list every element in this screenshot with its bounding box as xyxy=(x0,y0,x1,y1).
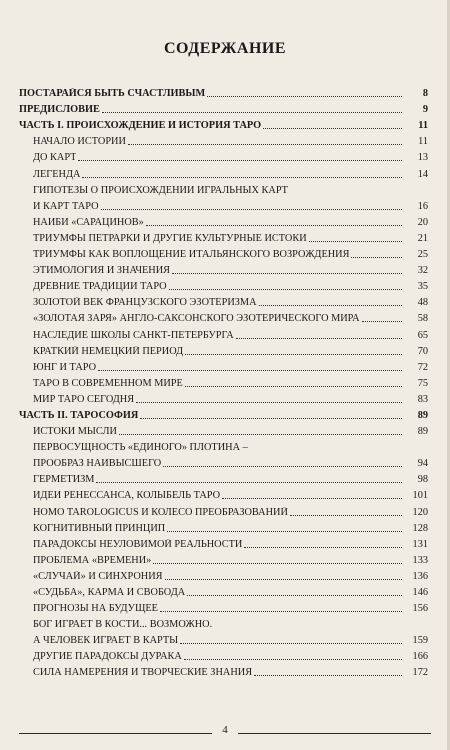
toc-entry xyxy=(0,213,450,229)
toc-entry xyxy=(0,277,450,293)
dot-leader xyxy=(254,675,402,676)
toc-entry-title: А ЧЕЛОВЕК ИГРАЕТ В КАРТЫ xyxy=(33,635,179,647)
dot-leader xyxy=(78,160,402,161)
toc-entry-page: 166 xyxy=(412,651,428,663)
toc-entry xyxy=(0,390,450,406)
toc-entry-title: ТАРО В СОВРЕМЕННОМ МИРЕ xyxy=(33,377,183,389)
dot-leader xyxy=(96,482,402,483)
toc-part-entry xyxy=(0,100,450,116)
toc-entry-title: «СУДЬБА», КАРМА И СВОБОДА xyxy=(33,587,186,598)
toc-entry-page: 83 xyxy=(417,393,428,405)
toc-entry-page: 14 xyxy=(417,168,428,180)
toc-entry xyxy=(0,454,450,470)
toc-entry-title: ЧАСТЬ I. ПРОИСХОЖДЕНИЕ И ИСТОРИЯ ТАРО xyxy=(19,120,262,132)
toc-entry xyxy=(0,358,450,374)
toc-part-entry xyxy=(0,116,450,132)
toc-entry xyxy=(0,502,450,518)
toc-entry xyxy=(0,599,450,615)
dot-leader xyxy=(187,595,402,596)
dot-leader xyxy=(136,402,402,403)
toc-entry xyxy=(0,663,450,679)
toc-entry xyxy=(0,309,450,325)
dot-leader xyxy=(128,144,402,145)
dot-leader xyxy=(185,386,402,387)
table-of-contents xyxy=(0,84,450,679)
toc-entry-title: ПРЕДИСЛОВИЕ xyxy=(19,104,100,116)
toc-entry xyxy=(0,470,450,486)
toc-entry-page: 131 xyxy=(412,538,428,550)
toc-entry-title: И КАРТ ТАРО xyxy=(33,200,99,212)
toc-entry-page: 89 xyxy=(417,426,428,438)
toc-entry-page: 172 xyxy=(412,667,428,679)
toc-entry-title: ЛЕГЕНДА xyxy=(33,168,81,180)
dot-leader xyxy=(160,611,402,612)
toc-entry-title: ДРУГИЕ ПАРАДОКСЫ ДУРАКА xyxy=(33,651,182,663)
toc-entry-page: 70 xyxy=(417,345,428,357)
toc-entry-title: ТРИУМФЫ КАК ВОПЛОЩЕНИЕ ИТАЛЬЯНСКОГО ВОЗРОЖДЕНИЯ xyxy=(33,249,350,261)
dot-leader xyxy=(222,498,402,499)
toc-entry xyxy=(0,551,450,567)
toc-entry xyxy=(0,519,450,535)
toc-entry-title: ЗОЛОТОЙ ВЕК ФРАНЦУЗСКОГО ЭЗОТЕРИЗМА xyxy=(33,297,257,309)
toc-entry xyxy=(0,438,450,454)
toc-entry-page: 159 xyxy=(412,635,428,647)
toc-entry-page: 35 xyxy=(417,281,428,293)
toc-entry-title: ПОСТАРАЙСЯ БЫТЬ СЧАСТЛИВЫМ xyxy=(19,88,206,100)
toc-entry xyxy=(0,245,450,261)
toc-entry-title: КРАТКИЙ НЕМЕЦКИЙ ПЕРИОД xyxy=(33,345,184,357)
dot-leader xyxy=(236,338,402,339)
toc-entry xyxy=(0,197,450,213)
toc-entry xyxy=(0,374,450,390)
dot-leader xyxy=(362,321,402,322)
toc-entry-title: НАЧАЛО ИСТОРИИ xyxy=(33,136,126,148)
toc-entry-title: ДО КАРТ xyxy=(33,152,77,164)
toc-entry-page: 89 xyxy=(417,409,428,421)
dot-leader xyxy=(172,273,402,274)
toc-entry-page: 8 xyxy=(422,88,428,100)
toc-entry-title: ПРООБРАЗ НАИВЫСШЕГО xyxy=(33,458,162,470)
dot-leader xyxy=(259,305,403,306)
toc-entry xyxy=(0,261,450,277)
toc-entry-title: ПРОБЛЕМА «ВРЕМЕНИ» xyxy=(33,554,152,566)
toc-entry-title: МИР ТАРО СЕГОДНЯ xyxy=(33,393,135,405)
dot-leader xyxy=(163,466,402,467)
toc-entry-title: «ЗОЛОТАЯ ЗАРЯ» АНГЛО-САКСОНСКОГО ЭЗОТЕРИЧЕСКОГО МИРА xyxy=(33,313,360,325)
toc-entry-title: ПРОГНОЗЫ НА БУДУЩЕЕ xyxy=(33,603,158,615)
toc-entry-title: ДРЕВНИЕ ТРАДИЦИИ ТАРО xyxy=(33,281,167,293)
toc-entry xyxy=(0,647,450,663)
dot-leader xyxy=(184,659,402,660)
toc-entry-page: 58 xyxy=(417,313,428,325)
toc-entry-page: 13 xyxy=(417,152,428,164)
toc-entry-page: 75 xyxy=(417,377,428,389)
toc-entry xyxy=(0,615,450,631)
toc-entry xyxy=(0,567,450,583)
toc-entry-page: 32 xyxy=(417,265,428,277)
toc-entry xyxy=(0,342,450,358)
toc-entry-page: 9 xyxy=(422,104,428,116)
toc-entry xyxy=(0,132,450,148)
toc-entry-page: 133 xyxy=(412,554,428,566)
dot-leader xyxy=(290,515,402,516)
toc-entry-title: ЮНГ И ТАРО xyxy=(33,361,97,373)
toc-entry-page: 156 xyxy=(412,603,428,615)
toc-entry-page: 146 xyxy=(412,587,428,598)
toc-entry-title: ПЕРВОСУЩНОСТЬ «ЕДИНОГО» ПЛОТИНА – xyxy=(33,442,248,454)
toc-entry-page: 11 xyxy=(418,120,428,132)
toc-entry-title: ИДЕИ РЕНЕССАНСА, КОЛЫБЕЛЬ ТАРО xyxy=(33,490,221,502)
toc-part-entry xyxy=(0,406,450,422)
toc-entry-page: 120 xyxy=(412,506,428,518)
toc-entry xyxy=(0,293,450,309)
toc-entry-page: 16 xyxy=(417,200,428,212)
toc-entry xyxy=(0,422,450,438)
toc-entry-title: «СЛУЧАЙ» И СИНХРОНИЯ xyxy=(33,570,163,582)
toc-entry-title: ГЕРМЕТИЗМ xyxy=(33,474,95,486)
dot-leader xyxy=(140,418,402,419)
toc-entry xyxy=(0,486,450,502)
dot-leader xyxy=(167,531,402,532)
dot-leader xyxy=(244,547,402,548)
page-number: 4 xyxy=(212,724,238,736)
toc-entry xyxy=(0,535,450,551)
dot-leader xyxy=(82,177,402,178)
dot-leader xyxy=(351,257,402,258)
dot-leader xyxy=(180,643,402,644)
toc-entry-title: СИЛА НАМЕРЕНИЯ И ТВОРЧЕСКИЕ ЗНАНИЯ xyxy=(33,667,253,679)
toc-entry-title: КОГНИТИВНЫЙ ПРИНЦИП xyxy=(33,522,166,534)
dot-leader xyxy=(169,289,402,290)
dot-leader xyxy=(119,434,402,435)
dot-leader xyxy=(153,563,402,564)
dot-leader xyxy=(165,579,402,580)
dot-leader xyxy=(263,128,402,129)
toc-entry xyxy=(0,325,450,341)
toc-entry-title: ТРИУМФЫ ПЕТРАРКИ И ДРУГИЕ КУЛЬТУРНЫЕ ИСТОКИ xyxy=(33,232,307,244)
toc-entry-page: 65 xyxy=(417,329,428,341)
toc-entry-title: ИСТОКИ МЫСЛИ xyxy=(33,426,117,438)
toc-entry-title: ПАРАДОКСЫ НЕУЛОВИМОЙ РЕАЛЬНОСТИ xyxy=(33,538,243,550)
dot-leader xyxy=(185,354,402,355)
toc-entry-title: НАСЛЕДИЕ ШКОЛЫ САНКТ-ПЕТЕРБУРГА xyxy=(33,329,234,341)
toc-entry-title: ЧАСТЬ II. ТАРОСОФИЯ xyxy=(19,409,139,421)
toc-entry-title: HOMO TAROLOGICUS И КОЛЕСО ПРЕОБРАЗОВАНИЙ xyxy=(33,506,288,518)
dot-leader xyxy=(146,225,402,226)
toc-entry xyxy=(0,164,450,180)
toc-entry-page: 11 xyxy=(418,136,428,148)
toc-entry xyxy=(0,229,450,245)
dot-leader xyxy=(102,112,402,113)
toc-entry-page: 101 xyxy=(412,490,428,502)
dot-leader xyxy=(207,96,402,97)
toc-entry xyxy=(0,148,450,164)
toc-entry-title: БОГ ИГРАЕТ В КОСТИ... ВОЗМОЖНО. xyxy=(33,619,213,631)
toc-entry-page: 48 xyxy=(417,297,428,309)
toc-entry-page: 25 xyxy=(417,249,428,261)
toc-entry-page: 20 xyxy=(417,216,428,228)
toc-entry-page: 94 xyxy=(417,458,428,470)
dot-leader xyxy=(309,241,402,242)
toc-entry-page: 72 xyxy=(417,361,428,373)
toc-entry-page: 98 xyxy=(417,474,428,486)
toc-entry-page: 21 xyxy=(417,232,428,244)
toc-part-entry xyxy=(0,84,450,100)
toc-entry-title: НАИБИ «САРАЦИНОВ» xyxy=(33,216,144,228)
dot-leader xyxy=(101,209,402,210)
toc-entry xyxy=(0,583,450,599)
toc-entry-title: ЭТИМОЛОГИЯ И ЗНАЧЕНИЯ xyxy=(33,265,171,277)
toc-entry-title: ГИПОТЕЗЫ О ПРОИСХОЖДЕНИИ ИГРАЛЬНЫХ КАРТ xyxy=(33,184,288,196)
page-title: СОДЕРЖАНИЕ xyxy=(163,40,287,57)
toc-entry xyxy=(0,631,450,647)
dot-leader xyxy=(98,370,402,371)
toc-entry xyxy=(0,181,450,197)
toc-entry-page: 128 xyxy=(412,522,428,534)
toc-entry-page: 136 xyxy=(412,570,428,582)
